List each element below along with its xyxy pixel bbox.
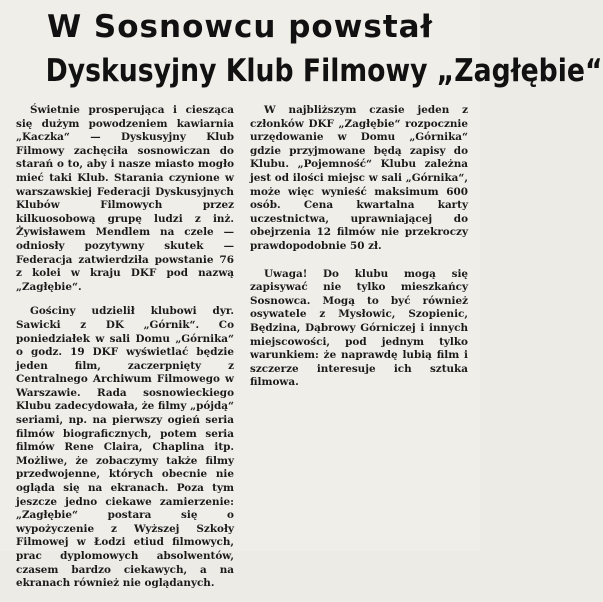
left-column bbox=[16, 104, 234, 602]
right-column bbox=[250, 104, 468, 602]
paragraph: Gościny udzielił klubowi dyr. Sawicki z DK „Górnik“. Co poniedziałek w sali Domu „Górnika“ o godz. 19 DKF wyświetlać będzie jeden film, zaczerpnięty z Centralnego Archiwum Filmowego w Warszawie. Rada sosnowieckiego Klubu zadecydowała, że filmy „pójdą“ seriami, np. na pierwszy ogień seria filmów biograficznych, potem seria filmów Rene Claira, Chaplina itp. Możliwe, że zobaczymy także filmy przedwojenne, których obecnie nie ogląda się na ekranach. Poza tym jeszcze jedno ciekawe zamierzenie: „Zagłębie“ postara się o wypożyczenie z Wyższej Szkoły Filmowej w Łodzi etiud filmowych, prac dyplomowych absolwentów, czasem bardzo ciekawych, a na ekranach również nie oglądanych. bbox=[16, 305, 234, 590]
paragraph: W najbliższym czasie jeden z członków DKF „Zagłębie“ rozpocznie urzędowanie w Domu „Górnika“ gdzie przyjmowane będą zapisy do Klubu. „Pojemność“ Klubu zależna jest od ilości miejsc w sali „Górnika“, może więc wynieść maksimum 600 osób. Cena kwartalna karty uczestnictwa, uprawniającej do obejrzenia 12 filmów nie przekroczy prawdopodobnie 50 zł. bbox=[250, 104, 468, 252]
headline: W Sosnowcu powstał bbox=[46, 9, 434, 45]
paragraph: Świetnie prosperująca i ciesząca się dużym powodzeniem kawiarnia „Kaczka“ — Dyskusyjny Klub Filmowy zachęciła sosnowiczan do starań o to, aby i nasze miasto mogło mieć taki Klub. Starania czynione w warszawskiej Federacji Dyskusyjnych Klubów Filmowych przez kilkuosobową grupę ludzi z inż. Żywisławem Mendlem na czele — odniosły pozytywny skutek — Federacja zatwierdziła powstanie 76 z kolei w kraju DKF pod nazwą „Zagłębie“. bbox=[16, 104, 234, 293]
subheadline: Dyskusyjny Klub Filmowy „Zagłębie“ bbox=[45, 53, 603, 89]
paragraph: Uwaga! Do klubu mogą się zapisywać nie tylko mieszkańcy Sosnowca. Mogą to być również osywatele z Mysłowic, Szopienic, Będzina, Dąbrowy Górniczej i innych miejscowości, pod jednym tylko warunkiem: że naprawdę lubią film i szczerze interesuje ich sztuka filmowa. bbox=[250, 267, 468, 389]
article-body bbox=[16, 104, 468, 602]
